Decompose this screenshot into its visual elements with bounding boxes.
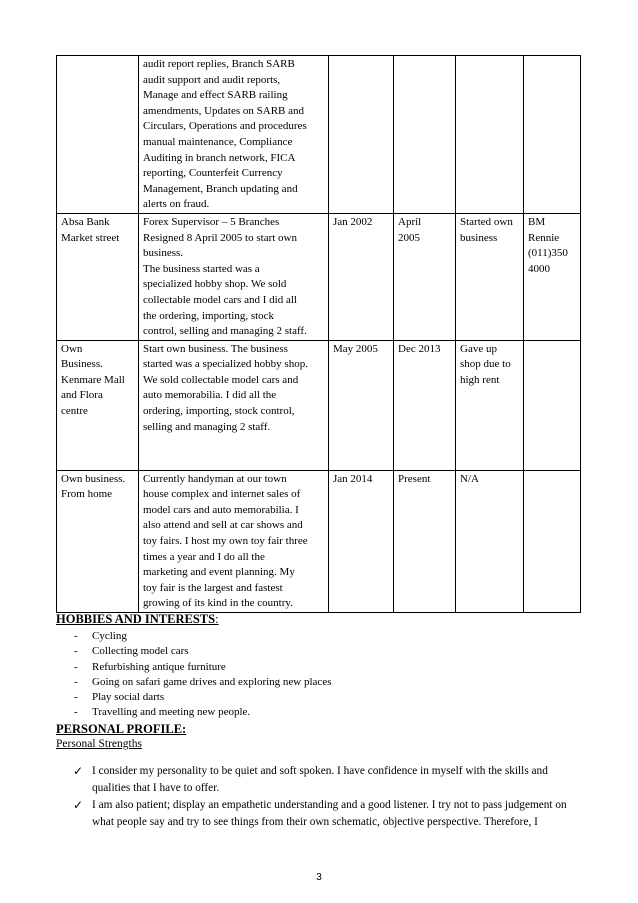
- page-number: 3: [316, 872, 322, 883]
- dash-bullet: -: [74, 645, 78, 658]
- position-cell: Start own business. The business started was a specialized hobby shop. We sold collectable model cars and auto memorabilia. I did all the ordering, importing, stock control, selling and managing 2 staff.: [139, 340, 329, 470]
- from-date-cell: Jan 2014: [329, 470, 394, 612]
- table-row: [57, 56, 581, 214]
- from-date-cell: May 2005: [329, 340, 394, 470]
- dash-bullet: -: [74, 675, 78, 688]
- reference-cell: [524, 56, 581, 214]
- checkmark-icon: ✓: [73, 798, 84, 812]
- employer-cell: Own business. From home: [57, 470, 139, 612]
- list-item: ✓ I am also patient; display an empathetic understanding and a good listener. I try not to pass judgement on what people say and try to see things from their own schematic, objective perspective. Therefore, I: [73, 797, 583, 831]
- strengths-list: [73, 763, 583, 831]
- from-date-cell: [329, 56, 394, 214]
- from-date-cell: Jan 2002: [329, 213, 394, 340]
- table-row: [57, 470, 581, 612]
- list-item: - Refurbishing antique furniture: [56, 660, 331, 675]
- work-history-table: [56, 55, 581, 613]
- to-date-cell: Dec 2013: [394, 340, 456, 470]
- employer-cell: [57, 56, 139, 214]
- dash-bullet: -: [74, 706, 78, 719]
- list-item: ✓ I consider my personality to be quiet and soft spoken. I have confidence in myself with the skills and qualities that I have to offer.: [73, 763, 583, 797]
- hobbies-heading: HOBBIES AND INTERESTS:: [56, 612, 219, 626]
- list-item: - Travelling and meeting new people.: [56, 705, 331, 720]
- employer-cell: Own Business. Kenmare Mall and Flora centre: [57, 340, 139, 470]
- personal-profile-heading: PERSONAL PROFILE:: [56, 722, 187, 736]
- to-date-cell: April 2005: [394, 213, 456, 340]
- dash-bullet: -: [74, 660, 78, 673]
- reference-cell: [524, 470, 581, 612]
- reason-cell: N/A: [456, 470, 524, 612]
- table-row: [57, 340, 581, 470]
- reason-cell: [456, 56, 524, 214]
- reason-cell: Gave up shop due to high rent: [456, 340, 524, 470]
- position-cell: Currently handyman at our town house complex and internet sales of model cars and auto memorabilia. I also attend and sell at car shows and toy fairs. I host my own toy fair three times a year and I do all the marketing and event planning. My toy fair is the largest and fastest growing of its kind in the country.: [139, 470, 329, 612]
- list-item: - Play social darts: [56, 690, 331, 705]
- reference-cell: [524, 340, 581, 470]
- position-cell: audit report replies, Branch SARB audit support and audit reports, Manage and effect SARB railing amendments, Updates on SARB and Circulars, Operations and procedures manual maintenance, Compliance Auditing in branch network, FICA reporting, Counterfeit Currency Management, Branch updating and alerts on fraud.: [139, 56, 329, 214]
- list-item: - Collecting model cars: [56, 644, 331, 659]
- list-item: - Cycling: [56, 629, 331, 644]
- dash-bullet: -: [74, 630, 78, 642]
- personal-strengths-subheading: Personal Strengths: [56, 738, 142, 750]
- employer-cell: Absa Bank Market street: [57, 213, 139, 340]
- position-cell: Forex Supervisor – 5 Branches Resigned 8 April 2005 to start own business. The business started was a specialized hobby shop. We sold collectable model cars and I did all the ordering, importing, stock control, selling and managing 2 staff.: [139, 213, 329, 340]
- reference-cell: BM Rennie (011)350 4000: [524, 213, 581, 340]
- reason-cell: Started own business: [456, 213, 524, 340]
- checkmark-icon: ✓: [73, 764, 84, 778]
- to-date-cell: [394, 56, 456, 214]
- dash-bullet: -: [74, 691, 78, 704]
- list-item: - Going on safari game drives and exploring new places: [56, 675, 331, 690]
- to-date-cell: Present: [394, 470, 456, 612]
- table-row: [57, 213, 581, 340]
- hobbies-list: [56, 629, 331, 721]
